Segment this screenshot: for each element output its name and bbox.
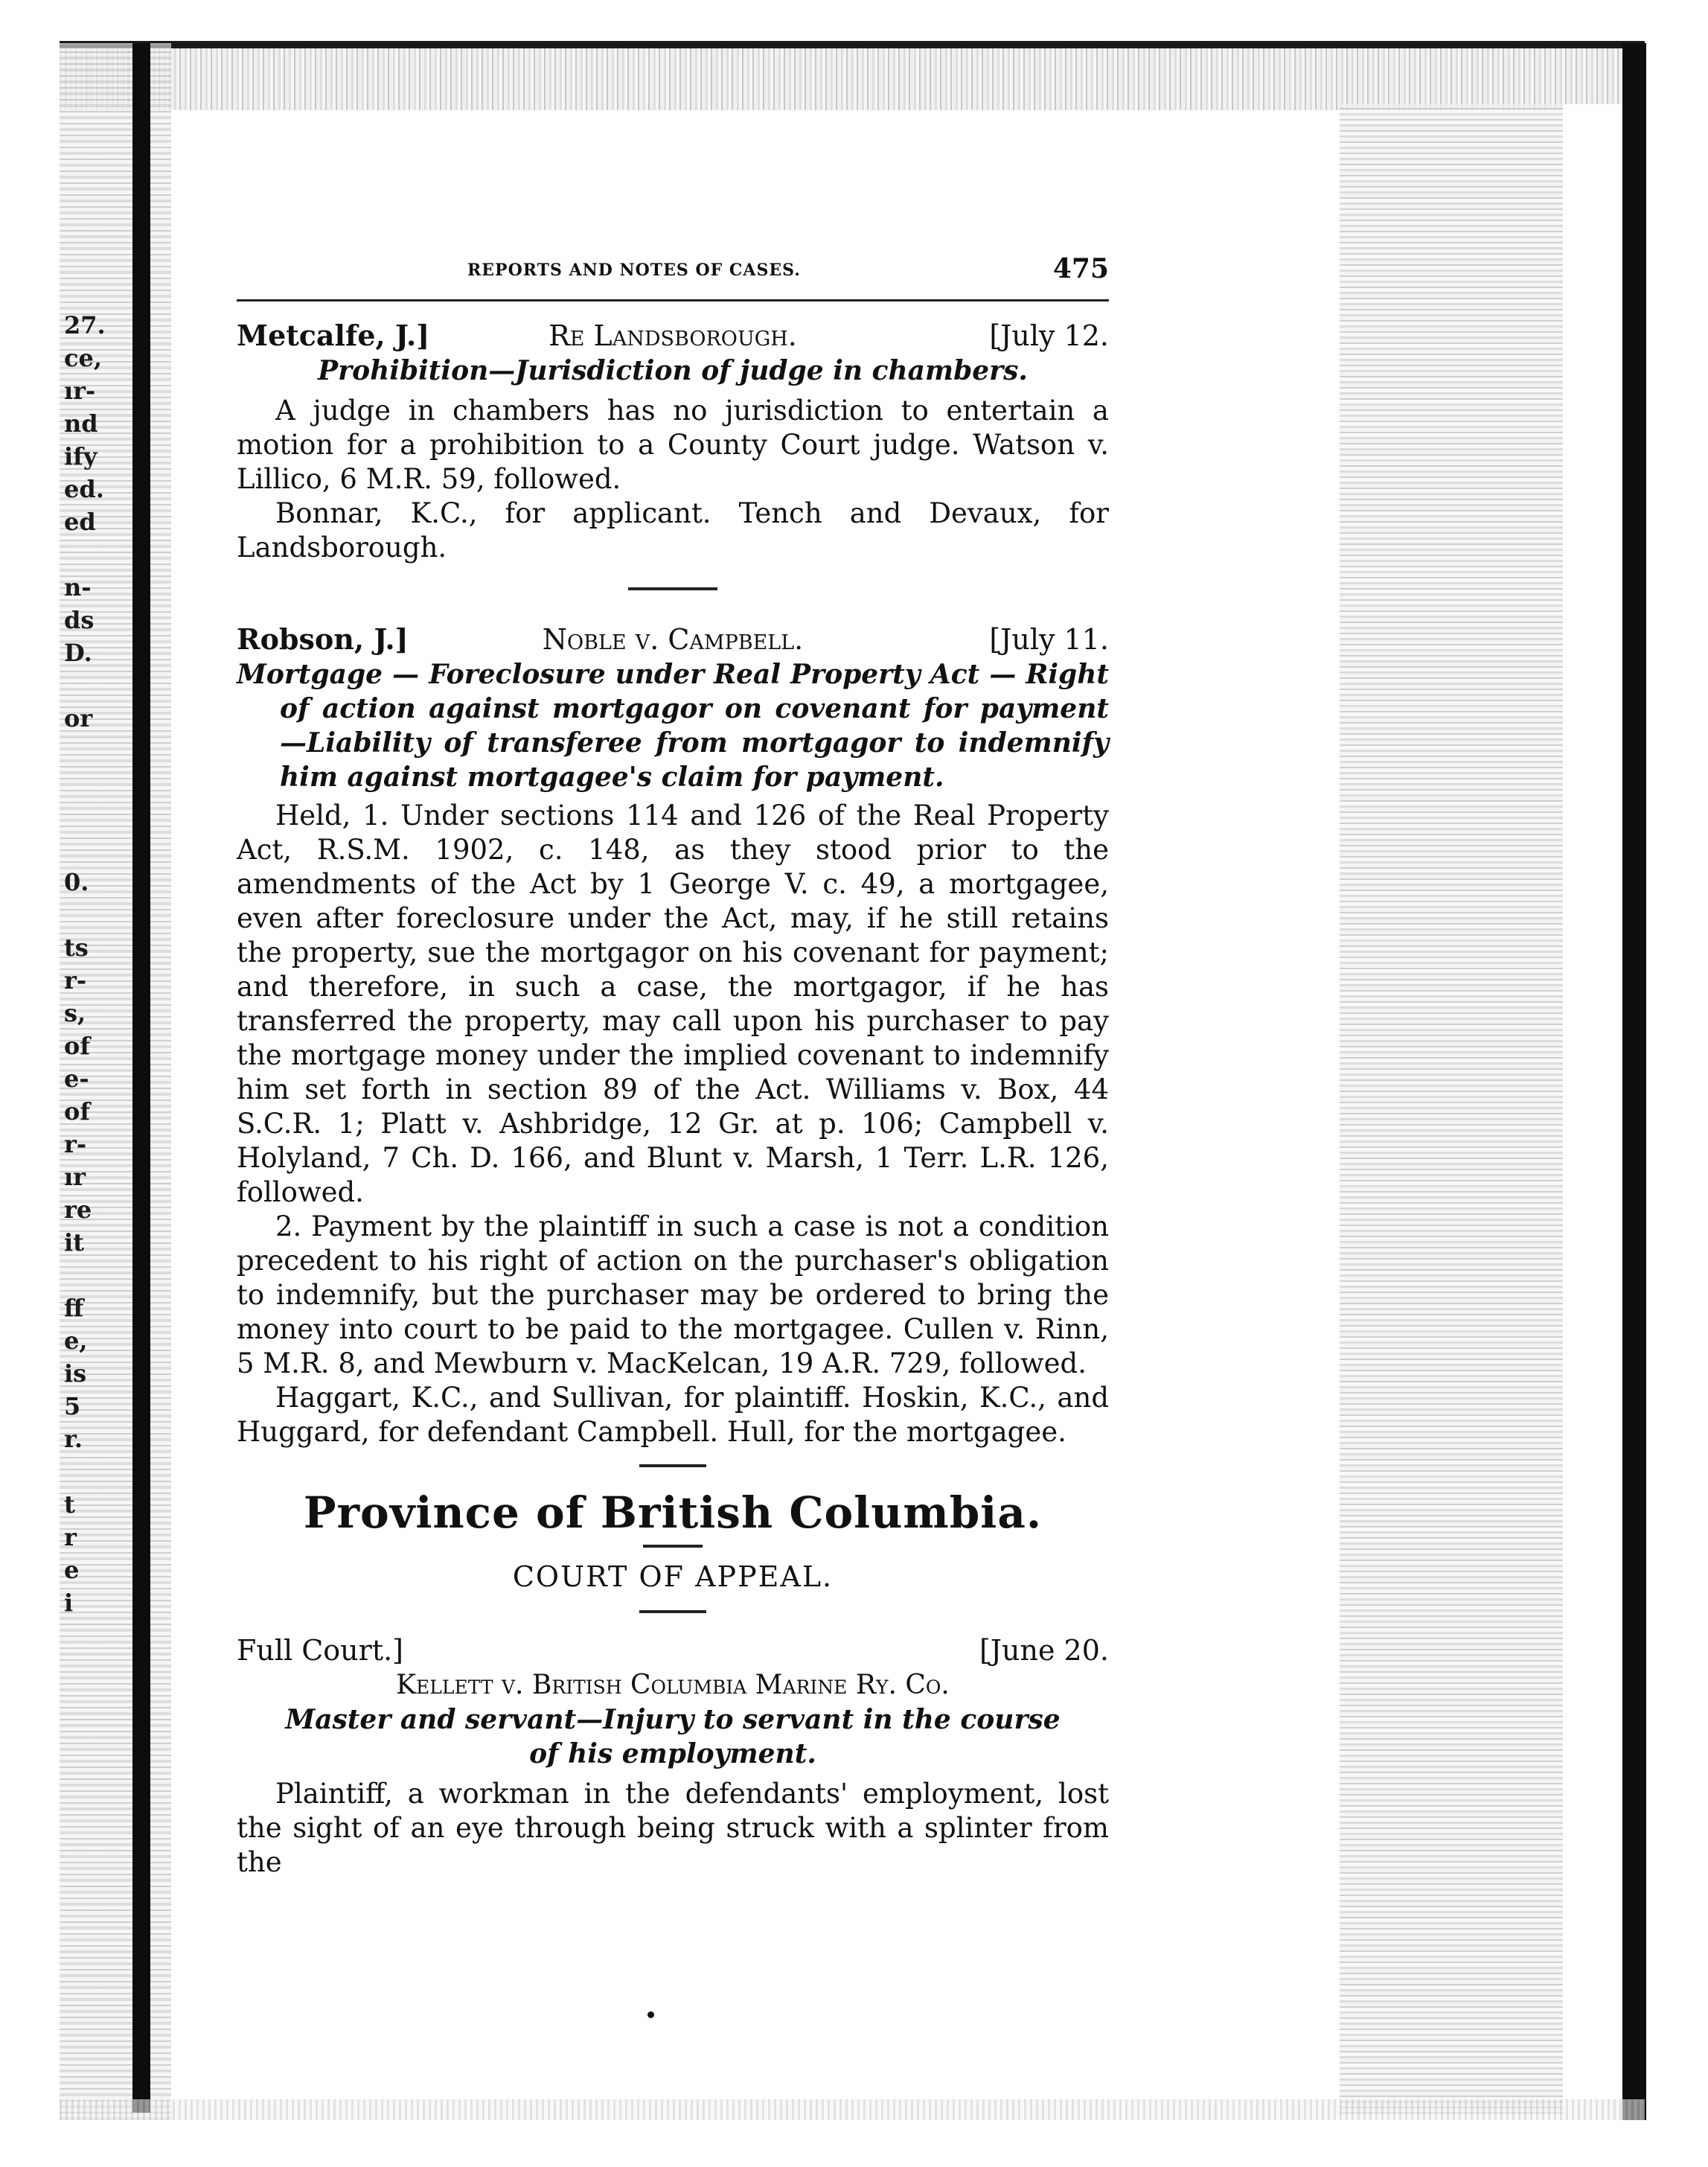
page-number: 475 <box>1052 253 1109 284</box>
case-date: [June 20. <box>979 1634 1109 1667</box>
bleed-fragment: 27. <box>64 311 106 339</box>
case-heading <box>237 318 1109 354</box>
case-name: Noble v. Campbell. <box>542 623 804 656</box>
facing-page-bleed <box>64 309 131 1619</box>
bleed-fragment: of <box>64 1032 91 1060</box>
bleed-fragment: ed. <box>64 475 104 503</box>
bleed-fragment: it <box>64 1228 84 1257</box>
bleed-fragment <box>64 767 131 800</box>
bleed-fragment: or <box>64 704 93 733</box>
province-heading: Province of British Columbia. <box>303 1487 1043 1538</box>
section-divider <box>639 1610 706 1613</box>
scan-edge-bottom <box>60 2099 1645 2120</box>
heading-rule <box>643 1545 703 1548</box>
bleed-fragment: r <box>64 1523 77 1551</box>
bleed-fragment: ır <box>64 1163 86 1191</box>
bleed-fragment <box>64 669 131 702</box>
bleed-fragment: e, <box>64 1327 88 1355</box>
case-headnote: Mortgage — Foreclosure under Real Property Act — Right of action against mortgagor on covenant for payment—Liability of transferee from mortgagor to indemnify him against mortgagee's claim for payment. <box>237 659 1109 793</box>
bleed-fragment <box>64 1455 131 1488</box>
bleed-fragment: ify <box>64 442 97 470</box>
case-date: [July 12. <box>989 319 1109 352</box>
bleed-fragment: r- <box>64 966 87 995</box>
bleed-fragment <box>64 538 131 571</box>
case-heading <box>237 1633 1109 1668</box>
bleed-fragment: r. <box>64 1425 83 1453</box>
bleed-fragment <box>64 1259 131 1292</box>
case-name: Kellett v. British Columbia Marine Ry. Co. <box>396 1670 950 1700</box>
case-holding: Held, 1. Under sections 114 and 126 of the Real Property Act, R.S.M. 1902, c. 148, as they stood prior to the amendments of the Act by 1 George V. c. 49, a mortgagee, even after foreclosure under the Act, may, if he still retains the property, sue the mortgagor on his covenant for payment; and therefore, in such a case, the mortgagor, if he has transferred the property, may call upon his purchaser to pay the mortgage money under the implied covenant to indemnify him set forth in section 89 of the Act. Williams v. Box, 44 S.C.R. 1; Platt v. Ashbridge, 12 Gr. at p. 106; Campbell v. Holyland, 7 Ch. D. 166, and Blunt v. Marsh, 1 Terr. L.R. 126, followed. <box>237 800 1109 1208</box>
page-content <box>237 253 1109 1880</box>
bleed-fragment: ff <box>64 1294 84 1322</box>
case-heading <box>237 622 1109 657</box>
case-counsel: Bonnar, K.C., for applicant. Tench and Devaux, for Landsborough. <box>237 497 1109 564</box>
case-headnote: Prohibition—Jurisdiction of judge in chambers. <box>318 355 1028 386</box>
case-paragraph: A judge in chambers has no jurisdiction to entertain a motion for a prohibition to a County Court judge. Watson v. Lillico, 6 M.R. 59, followed. <box>237 395 1109 495</box>
bleed-fragment <box>64 833 131 866</box>
bleed-fragment <box>64 800 131 833</box>
bleed-fragment: e- <box>64 1065 89 1093</box>
bleed-fragment: ır- <box>64 377 96 405</box>
bleed-fragment: i <box>64 1589 74 1617</box>
bleed-fragment: ds <box>64 606 95 634</box>
case-judge: Full Court.] <box>237 1634 403 1667</box>
scan-gutter-left <box>132 43 150 2113</box>
bleed-fragment <box>64 735 131 767</box>
case-date: [July 11. <box>989 623 1109 656</box>
scan-edge-top-dark <box>60 41 1645 48</box>
case-judge: Metcalfe, J.] <box>237 319 430 352</box>
bleed-fragment: s, <box>64 999 86 1027</box>
court-heading: COURT OF APPEAL. <box>512 1560 834 1593</box>
bleed-fragment: nd <box>64 409 98 438</box>
header-rule <box>237 299 1109 301</box>
case-judge: Robson, J.] <box>237 622 409 656</box>
scan-gutter-right <box>1622 43 1646 2120</box>
scan-edge-right <box>1340 104 1563 2114</box>
bleed-fragment: re <box>64 1196 92 1224</box>
bleed-fragment: e <box>64 1556 80 1584</box>
bleed-fragment: is <box>64 1359 87 1388</box>
bleed-fragment: 0. <box>64 868 89 896</box>
bleed-fragment: ts <box>64 933 89 962</box>
bleed-fragment: of <box>64 1097 91 1126</box>
bleed-fragment: D. <box>64 639 92 667</box>
bleed-fragment <box>64 899 131 931</box>
bleed-fragment: r- <box>64 1130 87 1158</box>
case-paragraph: Plaintiff, a workman in the defendants' employment, lost the sight of an eye through being struck with a splinter from the <box>237 1778 1109 1878</box>
section-divider <box>628 587 717 590</box>
running-head-title: REPORTS AND NOTES OF CASES. <box>467 261 801 280</box>
ink-speck <box>647 2011 654 2018</box>
section-divider <box>639 1464 706 1467</box>
bleed-fragment: ce, <box>64 344 102 372</box>
bleed-fragment: n- <box>64 573 92 601</box>
bleed-fragment: ed <box>64 508 96 536</box>
scan-edge-top <box>60 43 1645 110</box>
case-name: Re Landsborough. <box>548 319 797 352</box>
bleed-fragment: 5 <box>64 1392 81 1420</box>
scan-strip-right <box>1563 104 1622 2114</box>
bleed-fragment: t <box>64 1490 75 1519</box>
case-counsel: Haggart, K.C., and Sullivan, for plaintiff. Hoskin, K.C., and Huggard, for defendant Campbell. Hull, for the mortgagee. <box>237 1382 1109 1448</box>
case-holding: 2. Payment by the plaintiff in such a case is not a condition precedent to his right of action on the purchaser's obligation to indemnify, but the purchaser may be ordered to bring the money into court to be paid to the mortgagee. Cullen v. Rinn, 5 M.R. 8, and Mewburn v. MacKelcan, 19 A.R. 729, followed. <box>237 1210 1109 1379</box>
case-headnote: Master and servant—Injury to servant in the course of his employment. <box>285 1704 1061 1769</box>
running-head <box>237 253 1109 295</box>
